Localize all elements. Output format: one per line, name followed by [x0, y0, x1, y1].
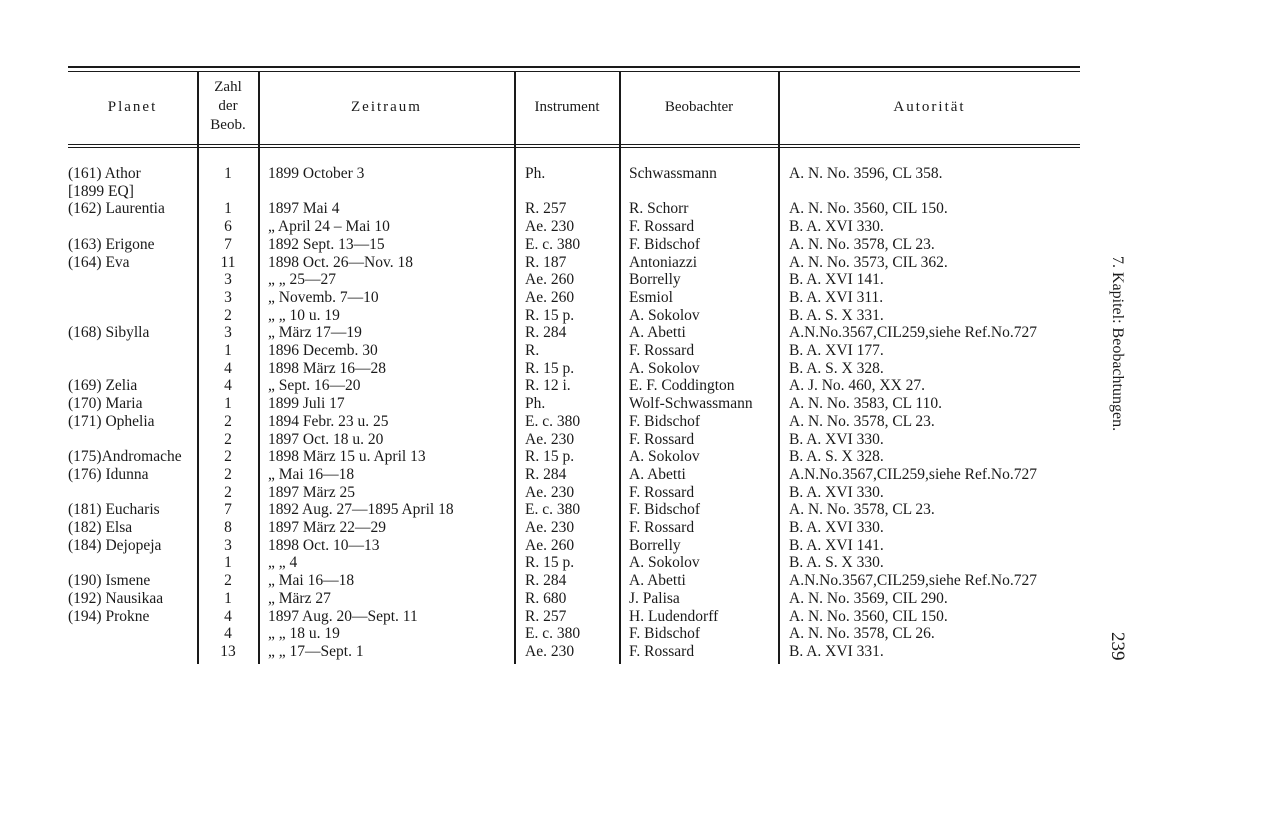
zeitraum-cell: 1898 Oct. 10—13	[268, 536, 380, 554]
instrument-cell: E. c. 380	[525, 235, 581, 253]
zahl-cell: 4	[224, 625, 232, 643]
zahl-cell: 3	[224, 324, 232, 342]
table-row	[0, 572, 1275, 590]
autoritaet-cell: A. N. No. 3569, CIL 290.	[789, 589, 948, 607]
beobachter-cell: Antoniazzi	[629, 253, 698, 271]
autoritaet-cell: B. A. XVI 141.	[789, 271, 884, 289]
zahl-cell: 2	[224, 430, 232, 448]
zahl-cell: 1	[224, 589, 232, 607]
zahl-cell: 2	[224, 306, 232, 324]
zeitraum-cell: 1897 März 22—29	[268, 519, 386, 536]
autoritaet-cell: A. N. No. 3560, CIL 150.	[789, 200, 948, 218]
instrument-cell: Ae. 260	[525, 536, 575, 554]
zahl-cell: 2	[224, 412, 232, 430]
planet-cell: (171) Ophelia	[68, 412, 155, 430]
table-row	[0, 342, 1275, 360]
zeitraum-cell: 1898 Oct. 26—Nov. 18	[268, 253, 413, 271]
zeitraum-cell: 1898 März 15 u. April 13	[268, 448, 426, 466]
header-zahl	[198, 78, 258, 135]
zeitraum-cell: 1892 Sept. 13—15	[268, 235, 385, 253]
zeitraum-cell: „ „ 17—Sept. 1	[268, 642, 364, 660]
planet-cell: (176) Idunna	[68, 465, 149, 483]
table-row	[0, 165, 1275, 183]
instrument-cell: R. 187	[525, 253, 567, 271]
beobachter-cell: Wolf-Schwassmann	[629, 395, 753, 413]
autoritaet-cell: B. A. XVI 331.	[789, 642, 884, 660]
zeitraum-cell: „ Mai 16—18	[268, 465, 355, 483]
header-rule-1	[68, 144, 1080, 145]
planet-cell: (182) Elsa	[68, 519, 133, 536]
table-row	[0, 590, 1275, 608]
header-zahl-line-1: Zahl	[214, 79, 242, 95]
autoritaet-cell: A. J. No. 460, XX 27.	[789, 377, 926, 395]
instrument-cell: R. 15 p.	[525, 554, 575, 572]
beobachter-cell: A. Abetti	[629, 572, 686, 590]
table-row	[0, 360, 1275, 378]
autoritaet-cell: B. A. S. X 331.	[789, 306, 884, 324]
planet-cell: (194) Prokne	[68, 607, 150, 625]
zeitraum-cell: „ „ 25—27	[268, 271, 337, 289]
planet-cell: (169) Zelia	[68, 377, 138, 395]
table-row	[0, 501, 1275, 519]
instrument-cell: Ae. 230	[525, 430, 575, 448]
autoritaet-cell: B. A. S. X 328.	[789, 448, 884, 466]
zeitraum-cell: „ Mai 16—18	[268, 572, 355, 590]
table-row	[0, 431, 1275, 449]
table-row	[0, 519, 1275, 537]
table-row	[0, 377, 1275, 395]
instrument-cell: R. 15 p.	[525, 359, 575, 377]
page-number-text: 239	[1107, 632, 1128, 661]
zeitraum-cell: „ Sept. 16—20	[268, 377, 361, 395]
table-row	[0, 324, 1275, 342]
beobachter-cell: H. Ludendorff	[629, 607, 719, 625]
planet-cell: (175)Andromache	[68, 448, 182, 466]
instrument-cell: Ph.	[525, 395, 546, 413]
beobachter-cell: F. Rossard	[629, 642, 695, 660]
instrument-cell: Ae. 230	[525, 483, 575, 501]
planet-cell: (161) Athor	[68, 165, 141, 182]
table-row	[0, 448, 1275, 466]
beobachter-cell: Schwassmann	[629, 165, 717, 182]
autoritaet-cell: A. N. No. 3578, CL 23.	[789, 412, 935, 430]
planet-cell: (184) Dejopeja	[68, 536, 162, 554]
instrument-cell: Ae. 230	[525, 519, 575, 536]
beobachter-cell: Borrelly	[629, 271, 681, 289]
instrument-cell: R. 284	[525, 324, 567, 342]
zeitraum-cell: 1897 Mai 4	[268, 200, 340, 218]
zahl-cell: 4	[224, 377, 232, 395]
instrument-cell: Ph.	[525, 165, 546, 182]
header-zeitraum: Zeitraum	[351, 99, 422, 115]
instrument-cell: E. c. 380	[525, 501, 581, 519]
header-planet: Planet	[107, 99, 158, 115]
planet-cell: [1899 EQ]	[68, 182, 134, 200]
autoritaet-cell: A. N. No. 3560, CIL 150.	[789, 607, 948, 625]
planet-cell: (163) Erigone	[68, 235, 155, 253]
planet-cell: (192) Nausikaa	[68, 589, 164, 607]
autoritaet-cell: A.N.No.3567,CIL259,siehe Ref.No.727	[789, 572, 1037, 590]
table-row	[0, 218, 1275, 236]
beobachter-cell: F. Bidschof	[629, 412, 701, 430]
beobachter-cell: Borrelly	[629, 536, 681, 554]
top-rule-thin	[68, 71, 1080, 72]
zahl-cell: 7	[224, 235, 232, 253]
zeitraum-cell: 1897 Oct. 18 u. 20	[268, 430, 384, 448]
instrument-cell: R.	[525, 342, 540, 359]
top-rule-thick	[68, 66, 1080, 68]
table-row	[0, 413, 1275, 431]
zahl-cell: 1	[224, 165, 232, 182]
zahl-cell: 6	[224, 218, 232, 236]
zahl-cell: 4	[224, 359, 232, 377]
beobachter-cell: A. Abetti	[629, 465, 686, 483]
zeitraum-cell: „ „ 10 u. 19	[268, 306, 340, 324]
header-beobachter: Beobachter	[664, 99, 734, 115]
instrument-cell: R. 12 i.	[525, 377, 571, 395]
instrument-cell: R. 284	[525, 572, 567, 590]
instrument-cell: R. 15 p.	[525, 448, 575, 466]
autoritaet-cell: A.N.No.3567,CIL259,siehe Ref.No.727	[789, 324, 1037, 342]
zeitraum-cell: 1892 Aug. 27—1895 April 18	[268, 501, 454, 519]
instrument-cell: E. c. 380	[525, 625, 581, 643]
zeitraum-cell: „ Novemb. 7—10	[268, 288, 379, 306]
zahl-cell: 3	[224, 271, 232, 289]
table-row	[0, 537, 1275, 555]
table-row	[0, 466, 1275, 484]
zahl-cell: 1	[224, 200, 232, 218]
instrument-cell: Ae. 230	[525, 218, 575, 236]
zahl-cell: 1	[224, 342, 232, 359]
autoritaet-cell: B. A. S. X 328.	[789, 359, 884, 377]
autoritaet-cell: B. A. XVI 330.	[789, 430, 884, 448]
autoritaet-cell: A. N. No. 3578, CL 26.	[789, 625, 935, 643]
planet-cell: (162) Laurentia	[68, 200, 165, 218]
autoritaet-cell: A. N. No. 3583, CL 110.	[789, 395, 942, 413]
zahl-cell: 3	[224, 536, 232, 554]
beobachter-cell: F. Bidschof	[629, 235, 701, 253]
beobachter-cell: F. Bidschof	[629, 501, 701, 519]
header-rule-2	[68, 147, 1080, 148]
table-row	[0, 307, 1275, 325]
beobachter-cell: F. Rossard	[629, 519, 695, 536]
table-row	[0, 236, 1275, 254]
beobachter-cell: A. Abetti	[629, 324, 686, 342]
beobachter-cell: F. Bidschof	[629, 625, 701, 643]
instrument-cell: R. 15 p.	[525, 306, 575, 324]
zahl-cell: 3	[224, 288, 232, 306]
zahl-cell: 2	[224, 572, 232, 590]
autoritaet-cell: A.N.No.3567,CIL259,siehe Ref.No.727	[789, 465, 1037, 483]
page-number	[1104, 632, 1134, 672]
table-row	[0, 271, 1275, 289]
autoritaet-cell: B. A. S. X 330.	[789, 554, 884, 572]
zahl-cell: 1	[224, 554, 232, 572]
zeitraum-cell: 1894 Febr. 23 u. 25	[268, 412, 389, 430]
table-row	[0, 200, 1275, 218]
zeitraum-cell: „ März 27	[268, 589, 331, 607]
zeitraum-cell: 1898 März 16—28	[268, 359, 386, 377]
zeitraum-cell: 1897 Aug. 20—Sept. 11	[268, 607, 418, 625]
beobachter-cell: F. Rossard	[629, 483, 695, 501]
autoritaet-cell: A. N. No. 3596, CL 358.	[789, 165, 943, 182]
autoritaet-cell: B. A. XVI 330.	[789, 483, 884, 501]
header-zahl-line-2: der	[218, 98, 238, 114]
autoritaet-cell: A. N. No. 3573, CIL 362.	[789, 253, 948, 271]
beobachter-cell: F. Rossard	[629, 430, 695, 448]
beobachter-cell: A. Sokolov	[629, 359, 700, 377]
table-row	[0, 643, 1275, 661]
header-autoritaet: Autorität	[893, 99, 966, 115]
zeitraum-cell: „ „ 18 u. 19	[268, 625, 340, 643]
header-instrument: Instrument	[534, 99, 600, 115]
autoritaet-cell: B. A. XVI 177.	[789, 342, 884, 359]
table-row	[0, 289, 1275, 307]
autoritaet-cell: B. A. XVI 311.	[789, 288, 884, 306]
table-row	[0, 395, 1275, 413]
instrument-cell: R. 257	[525, 607, 567, 625]
zeitraum-cell: „ April 24 – Mai 10	[268, 218, 390, 236]
zeitraum-cell: 1899 Juli 17	[268, 395, 345, 413]
table-row	[0, 608, 1275, 626]
instrument-cell: E. c. 380	[525, 412, 581, 430]
running-head	[1102, 256, 1132, 466]
zeitraum-cell: „ März 17—19	[268, 324, 362, 342]
zeitraum-cell: „ „ 4	[268, 554, 298, 572]
table-row	[0, 554, 1275, 572]
zahl-cell: 8	[224, 519, 232, 536]
zeitraum-cell: 1899 October 3	[268, 165, 365, 182]
instrument-cell: R. 680	[525, 589, 567, 607]
planet-cell: (170) Maria	[68, 395, 143, 413]
beobachter-cell: R. Schorr	[629, 200, 689, 218]
autoritaet-cell: B. A. XVI 330.	[789, 218, 884, 236]
beobachter-cell: Esmiol	[629, 288, 673, 306]
table-row	[0, 625, 1275, 643]
beobachter-cell: A. Sokolov	[629, 306, 700, 324]
zahl-cell: 13	[220, 642, 236, 660]
running-head-text: 7. Kapitel: Beobachtungen.	[1109, 256, 1126, 432]
beobachter-cell: A. Sokolov	[629, 554, 700, 572]
zahl-cell: 2	[224, 465, 232, 483]
table-row	[0, 183, 1275, 201]
zahl-cell: 2	[224, 448, 232, 466]
planet-cell: (181) Eucharis	[68, 501, 160, 519]
autoritaet-cell: B. A. XVI 330.	[789, 519, 884, 536]
instrument-cell: R. 284	[525, 465, 567, 483]
planet-cell: (190) Ismene	[68, 572, 151, 590]
instrument-cell: Ae. 260	[525, 288, 575, 306]
beobachter-cell: F. Rossard	[629, 218, 695, 236]
autoritaet-cell: A. N. No. 3578, CL 23.	[789, 501, 935, 519]
zahl-cell: 2	[224, 483, 232, 501]
beobachter-cell: J. Palisa	[629, 589, 680, 607]
zeitraum-cell: 1897 März 25	[268, 483, 355, 501]
zahl-cell: 1	[224, 395, 232, 413]
zahl-cell: 7	[224, 501, 232, 519]
zahl-cell: 11	[220, 253, 236, 271]
beobachter-cell: F. Rossard	[629, 342, 695, 359]
planet-cell: (164) Eva	[68, 253, 130, 271]
beobachter-cell: E. F. Coddington	[629, 377, 735, 395]
zeitraum-cell: 1896 Decemb. 30	[268, 342, 378, 359]
zahl-cell: 4	[224, 607, 232, 625]
header-zahl-line-3: Beob.	[210, 117, 246, 133]
instrument-cell: R. 257	[525, 200, 567, 218]
table-row	[0, 254, 1275, 272]
autoritaet-cell: B. A. XVI 141.	[789, 536, 884, 554]
planet-cell: (168) Sibylla	[68, 324, 150, 342]
autoritaet-cell: A. N. No. 3578, CL 23.	[789, 235, 935, 253]
instrument-cell: Ae. 230	[525, 642, 575, 660]
instrument-cell: Ae. 260	[525, 271, 575, 289]
beobachter-cell: A. Sokolov	[629, 448, 700, 466]
table-row	[0, 484, 1275, 502]
